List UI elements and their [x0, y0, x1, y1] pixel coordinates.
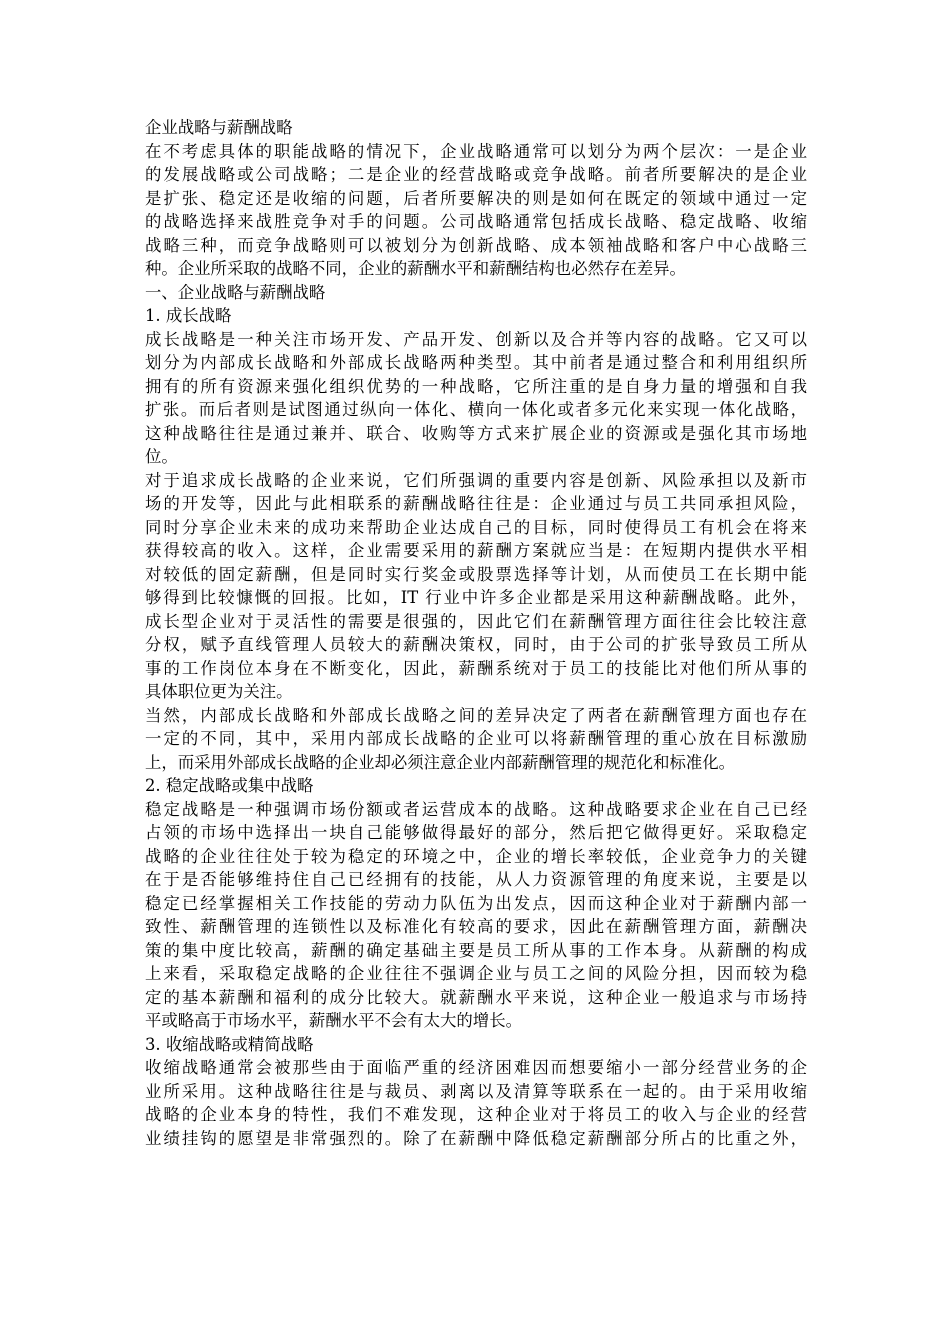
text-line: 对较低的固定薪酬，但是同时实行奖金或股票选择等计划，从而使员工在长期中能 [145, 564, 807, 584]
text-line: 事的工作岗位本身在不断变化，因此，薪酬系统对于员工的技能比对他们所从事的 [145, 658, 807, 678]
text-line: 2. 稳定战略或集中战略 [145, 776, 314, 795]
text-line: 场的开发等，因此与此相联系的薪酬战略往往是：企业通过与员工共同承担风险， [145, 494, 807, 513]
text-line: 战略三种，而竞争战略则可以被划分为创新战略、成本领袖战略和客户中心战略三 [145, 235, 807, 255]
text-line: 划分为内部成长战略和外部成长战略两种类型。其中前者是通过整合和利用组织所 [145, 353, 807, 372]
text-line: 的战略选择来战胜竞争对手的问题。公司战略通常包括成长战略、稳定战略、收缩 [145, 212, 807, 231]
text-line: 致性、薪酬管理的连锁性以及标准化有较高的要求，因此在薪酬管理方面，薪酬决 [145, 917, 807, 936]
text-line: 平或略高于市场水平，薪酬水平不会有太大的增长。 [145, 1011, 522, 1030]
text-line: 具体职位更为关注。 [145, 682, 293, 701]
text-line: 种。企业所采取的战略不同，企业的薪酬水平和薪酬结构也必然存在差异。 [145, 259, 686, 278]
text-line: 上来看，采取稳定战略的企业往往不强调企业与员工之间的风险分担，因而较为稳 [145, 964, 807, 983]
text-line: 战略的企业往往处于较为稳定的环境之中，企业的增长率较低，企业竞争力的关键 [145, 846, 807, 866]
text-line: 的发展战略或公司战略；二是企业的经营战略或竞争战略。前者所要解决的是企业 [145, 165, 807, 184]
text-line: 在于是否能够维持住自己已经拥有的技能，从人力资源管理的角度来说，主要是以 [145, 870, 807, 889]
text-line: 这种战略往往是通过兼并、联合、收购等方式来扩展企业的资源或是强化其市场地 [145, 423, 807, 443]
text-line: 稳定已经掌握相关工作技能的劳动力队伍为出发点，因而这种企业对于薪酬内部一 [145, 893, 807, 913]
text-line: 稳定战略是一种强调市场份额或者运营成本的战略。这种战略要求企业在自己已经 [145, 799, 807, 819]
text-line: 同时分享企业未来的成功来帮助企业达成自己的目标，同时使得员工有机会在将来 [145, 517, 807, 537]
text-line: 当然，内部成长战略和外部成长战略之间的差异决定了两者在薪酬管理方面也存在 [145, 705, 807, 725]
text-line: 拥有的所有资源来强化组织优势的一种战略，它所注重的是自身力量的增强和自我 [145, 376, 807, 396]
text-line: 一、企业战略与薪酬战略 [145, 282, 326, 302]
text-line: 对于追求成长战略的企业来说，它们所强调的重要内容是创新、风险承担以及新市 [145, 470, 807, 490]
text-line: 在不考虑具体的职能战略的情况下，企业战略通常可以划分为两个层次：一是企业 [145, 141, 807, 161]
text-line: 获得较高的收入。这样，企业需要采用的薪酬方案就应当是：在短期内提供水平相 [145, 541, 807, 560]
text-line: 分权，赋予直线管理人员较大的薪酬决策权，同时，由于公司的扩张导致员工所从 [145, 635, 807, 654]
text-line: 位。 [145, 447, 178, 466]
text-line: 成长战略是一种关注市场开发、产品开发、创新以及合并等内容的战略。它又可以 [145, 329, 807, 349]
text-line: 占领的市场中选择出一块自己能够做得最好的部分，然后把它做得更好。采取稳定 [145, 823, 807, 842]
text-line: 战略的企业本身的特性，我们不难发现，这种企业对于将员工的收入与企业的经营 [145, 1105, 807, 1124]
text-line: 策的集中度比较高，薪酬的确定基础主要是员工所从事的工作本身。从薪酬的构成 [145, 940, 807, 960]
text-line: 业绩挂钩的愿望是非常强烈的。除了在薪酬中降低稳定薪酬部分所占的比重之外， [145, 1128, 807, 1148]
text-line: 上，而采用外部成长战略的企业却必须注意企业内部薪酬管理的规范化和标准化。 [145, 752, 736, 772]
text-line: 收缩战略通常会被那些由于面临严重的经济困难因而想要缩小一部分经营业务的企 [145, 1058, 807, 1077]
document-page [145, 116, 807, 1150]
text-line: 扩张。而后者则是试图通过纵向一体化、横向一体化或者多元化来实现一体化战略， [145, 400, 807, 419]
text-line: 是扩张、稳定还是收缩的问题，后者所要解决的则是如何在既定的领域中通过一定 [145, 188, 807, 208]
text-line: 够得到比较慷慨的回报。比如，IT 行业中许多企业都是采用这种薪酬战略。此外， [145, 588, 807, 607]
text-line: 1. 成长战略 [145, 306, 232, 325]
text-line: 企业战略与薪酬战略 [145, 118, 293, 137]
text-line: 成长型企业对于灵活性的需要是很强的，因此它们在薪酬管理方面往往会比较注意 [145, 611, 807, 631]
text-line: 3. 收缩战略或精简战略 [145, 1034, 314, 1054]
text-line: 一定的不同，其中，采用内部成长战略的企业可以将薪酬管理的重心放在目标激励 [145, 729, 807, 748]
text-line: 业所采用。这种战略往往是与裁员、剥离以及清算等联系在一起的。由于采用收缩 [145, 1081, 807, 1101]
text-line: 定的基本薪酬和福利的成分比较大。就薪酬水平来说，这种企业一般追求与市场持 [145, 987, 807, 1007]
